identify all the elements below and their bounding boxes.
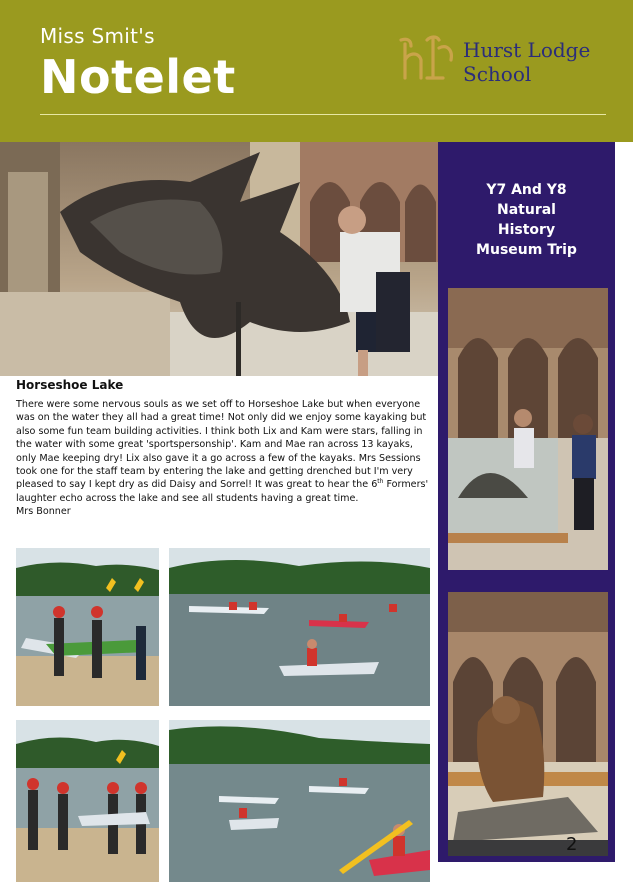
hl-monogram-icon bbox=[399, 34, 459, 82]
sidebar-title-line: Y7 And Y8 bbox=[486, 182, 567, 198]
school-name-line2: School bbox=[463, 62, 532, 86]
kayak-lake-photo-1 bbox=[169, 548, 430, 706]
school-name-line1: Hurst Lodge bbox=[463, 38, 591, 62]
article-body-text-end: Formers' laughter echo across the lake and see all students having a great time. bbox=[16, 479, 429, 504]
notelet-title: Notelet bbox=[40, 50, 236, 104]
article-signature: Mrs Bonner bbox=[16, 506, 71, 518]
notelet-subtitle: Miss Smit's bbox=[40, 24, 155, 48]
sidebar-title-line: History bbox=[497, 222, 556, 238]
kayak-lake-photo-2 bbox=[169, 720, 430, 882]
school-logo bbox=[399, 34, 599, 86]
article-heading: Horseshoe Lake bbox=[16, 378, 124, 392]
museum-trip-title bbox=[438, 180, 615, 260]
sidebar-title-line: Natural bbox=[497, 202, 556, 218]
museum-triceratops-photo bbox=[0, 142, 438, 376]
article-ordinal-suffix: th bbox=[377, 478, 384, 486]
museum-students-photo bbox=[448, 288, 608, 570]
sidebar-title-line: Museum Trip bbox=[476, 242, 577, 258]
kayak-group-photo-2 bbox=[16, 720, 159, 882]
article-body bbox=[16, 398, 430, 505]
horseshoe-lake-article bbox=[16, 378, 430, 519]
museum-bear-photo bbox=[448, 592, 608, 856]
museum-trip-sidebar bbox=[438, 142, 615, 862]
page-number: 2 bbox=[566, 834, 578, 855]
kayak-group-photo-1 bbox=[16, 548, 159, 706]
article-body-text: There were some nervous souls as we set off to Horseshoe Lake but when everyone was on the water they all had a great time! Not only did we enjoy some kayaking but also some fun team building activities. I think both Lix and Kam were stars, falling in the water with some great 'sportspersonship'. Kam and Mae ran across 13 kayaks, only Mae keeping dry! Lix also gave it a go across a few of the kayaks. Mrs Sessions took one for the staff team by entering the lake and getting drenched but I'm very pleased to say I kept dry as did Daisy and Sorrel! It was great to hear the 6 bbox=[16, 399, 427, 491]
header-banner bbox=[0, 0, 633, 142]
header-divider bbox=[40, 114, 606, 115]
